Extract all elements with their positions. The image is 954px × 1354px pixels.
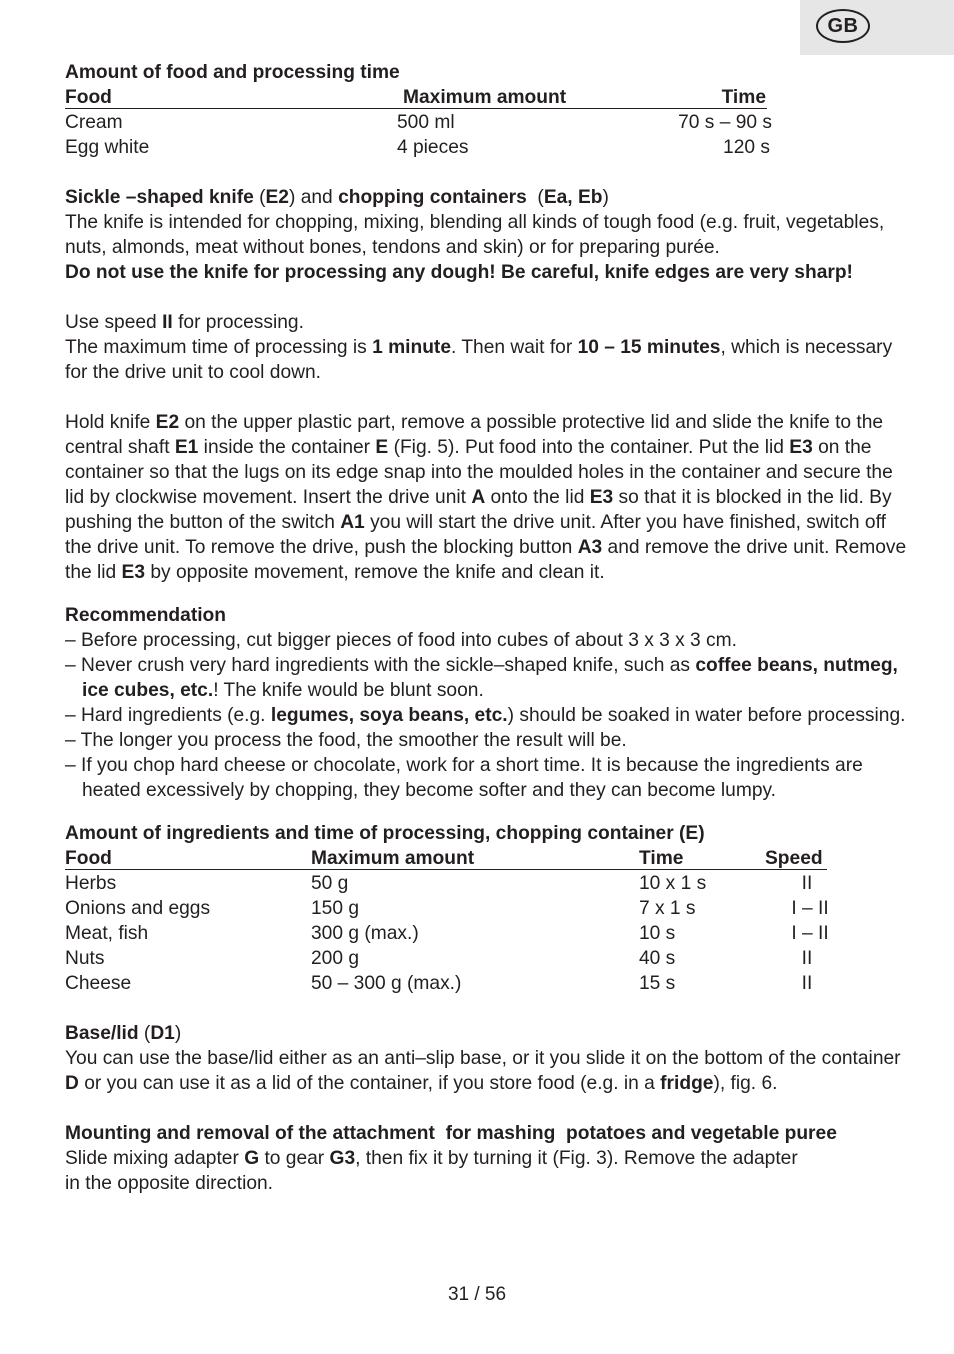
table-cell: 50 – 300 g (max.) [311,973,462,994]
table-cell: II [801,948,813,969]
table-cell: 50 g [311,873,349,894]
base-lid-paragraph: You can use the base/lid either as an anti–slip base, or it you slide it on the bottom of the container D or you can use it as a lid of the container, if you store food (e.g. in a fridge), fig. 6. [65,1048,901,1094]
table1 [65,85,775,160]
list-item: – If you chop hard cheese or chocolate, work for a short time. It is because the ingredients are heated excessively by chopping, they become softer and they can become lumpy. [65,755,863,801]
page-content [65,60,915,1196]
speed-line: Use speed II for processing. [65,312,304,333]
table-cell: 500 ml [397,112,455,133]
table-cell: Cheese [65,973,132,994]
table-cell: I – II [791,923,829,944]
table-cell: Herbs [65,873,117,894]
table-cell: 4 pieces [397,137,469,158]
table-row [65,110,775,135]
table1-header-food: Food [65,87,112,108]
knife-heading: Sickle –shaped knife (E2) and chopping containers (Ea, Eb) [65,187,609,208]
mounting-title: Mounting and removal of the attachment for mashing potatoes and vegetable puree [65,1123,837,1144]
table-cell: 120 s [723,137,770,158]
knife-warning: Do not use the knife for processing any dough! Be careful, knife edges are very sharp! [65,262,853,283]
list-item: – Never crush very hard ingredients with the sickle–shaped knife, such as coffee beans, nutmeg, ice cubes, etc.! The knife would be blunt soon. [65,655,898,701]
table-cell: 300 g (max.) [311,923,419,944]
table2-title: Amount of ingredients and time of processing, chopping container (E) [65,823,705,844]
table2-header-underline [65,869,827,870]
table1-header-amount: Maximum amount [403,87,567,108]
recommendation-title: Recommendation [65,605,226,626]
base-lid-heading: Base/lid (D1) [65,1023,182,1044]
table-cell: I – II [791,898,829,919]
table-cell: 10 x 1 s [639,873,707,894]
table-row [65,135,775,160]
table-row [65,946,845,971]
table-cell: II [801,873,813,894]
table-cell: Onions and eggs [65,898,211,919]
table1-header-row [65,85,775,110]
max-time-paragraph: The maximum time of processing is 1 minute. Then wait for 10 – 15 minutes, which is necessary for the drive unit to cool down. [65,337,893,383]
table-cell: 70 s – 90 s [678,112,772,133]
table2 [65,846,845,996]
table1-header-time: Time [721,87,766,108]
table-cell: 10 s [639,923,676,944]
table-cell: Meat, fish [65,923,149,944]
table-cell: 150 g [311,898,360,919]
knife-intro: The knife is intended for chopping, mixing, blending all kinds of tough food (e.g. fruit, vegetables, nuts, almonds, meat without bones, tendons and skin) or for preparing purée. [65,212,885,258]
list-item: – The longer you process the food, the smoother the result will be. [65,730,627,751]
table-cell: 40 s [639,948,676,969]
table2-header-amount: Maximum amount [311,848,475,869]
table-cell: II [801,973,813,994]
page-number: 31 / 56 [447,1284,507,1305]
mounting-line-2: in the opposite direction. [65,1173,273,1194]
table-row [65,896,845,921]
table1-header-underline [65,108,767,109]
table2-header-speed: Speed [765,848,823,869]
table-cell: Cream [65,112,123,133]
hold-knife-paragraph: Hold knife E2 on the upper plastic part, remove a possible protective lid and slide the knife to the central shaft E1 inside the container E (Fig. 5). Put food into the container. Put the lid E3 on the container so that the lugs on its edge snap into the moulded holes in the container and secure the lid by clockwise movement. Insert the drive unit A onto the lid E3 so that it is blocked in the lid. By pushing the button of the switch A1 you will start the drive unit. After you have finished, switch off the drive unit. To remove the drive, push the blocking button A3 and remove the drive unit. Remove the lid E3 by opposite movement, remove the knife and clean it. [65,412,907,583]
language-tab [800,0,954,55]
table-cell: Nuts [65,948,105,969]
table-row [65,871,845,896]
mounting-line-1: Slide mixing adapter G to gear G3, then fix it by turning it (Fig. 3). Remove the adapter [65,1148,798,1169]
table-cell: 15 s [639,973,676,994]
table-row [65,971,845,996]
table-cell: 7 x 1 s [639,898,696,919]
table-row [65,921,845,946]
table-cell: 200 g [311,948,360,969]
list-item: – Hard ingredients (e.g. legumes, soya beans, etc.) should be soaked in water before processing. [65,705,906,726]
language-badge: GB [816,9,870,43]
list-item: – Before processing, cut bigger pieces of food into cubes of about 3 x 3 x 3 cm. [65,630,737,651]
table-cell: Egg white [65,137,150,158]
table2-header-time: Time [639,848,684,869]
table1-title: Amount of food and processing time [65,62,400,83]
table2-header-row [65,846,845,871]
table2-header-food: Food [65,848,112,869]
